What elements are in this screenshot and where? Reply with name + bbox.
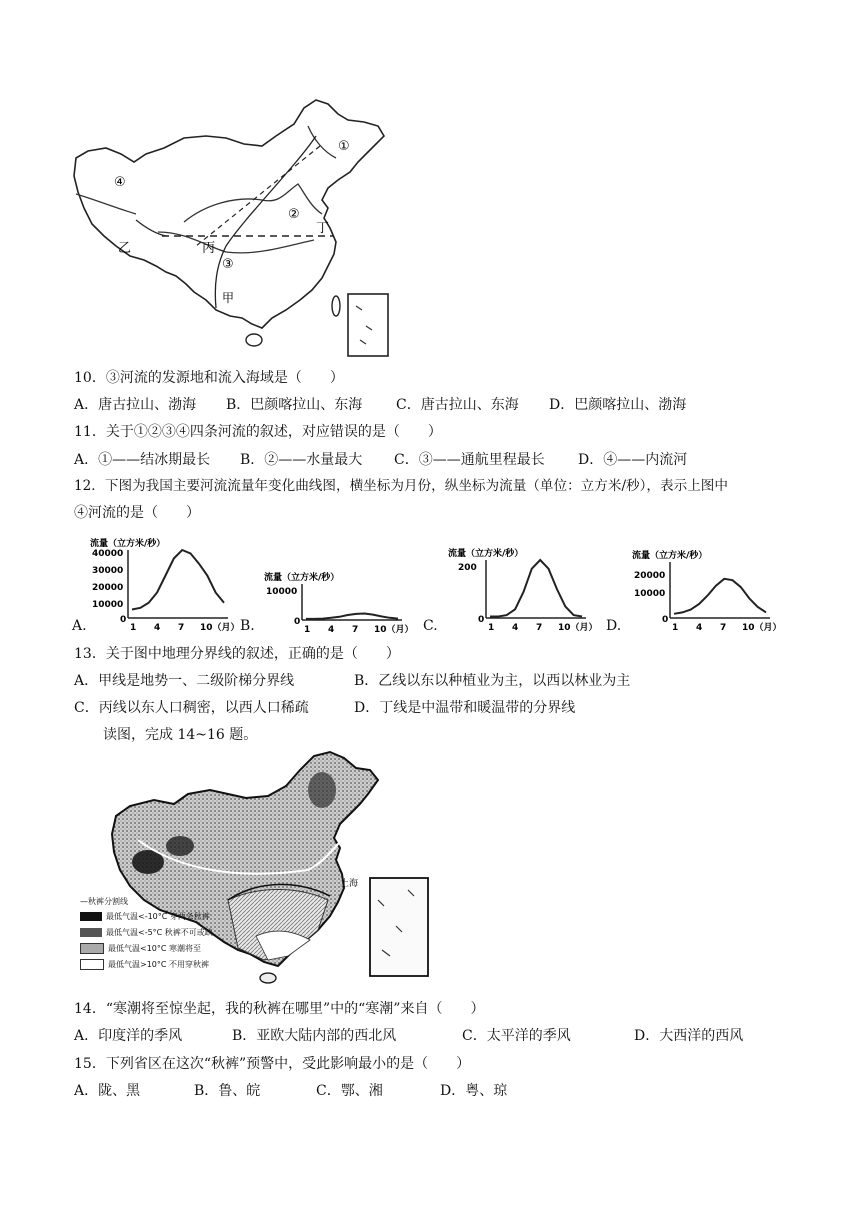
svg-text:甲: 甲 [222,291,235,305]
q15-option-c[interactable]: C．鄂、湘 [316,1083,383,1099]
legend-swatch-1 [80,912,102,921]
svg-text:④: ④ [114,175,126,190]
q13-option-a[interactable]: A．甲线是地势一、二级阶梯分界线 [74,673,295,689]
q10-option-a[interactable]: A．唐古拉山、渤海 [74,397,197,413]
chart-d-xtick-0: 1 [672,623,679,632]
chart-c-xtick-0: 1 [488,623,495,632]
svg-text:丁: 丁 [316,221,330,236]
svg-text:乙: 乙 [118,241,132,256]
line-bing [196,146,320,246]
chart-b-xtick-1: 4 [328,625,335,634]
south-china-sea-inset [370,878,428,976]
svg-text:③: ③ [222,257,234,272]
question-10-options [74,395,854,415]
chart-c-tick-0: 200 [458,563,477,573]
chart-d-tick-2: 0 [662,615,669,625]
chart-b-ylabel: 流量（立方米/秒） [264,573,340,583]
china-rivers-map [66,96,396,360]
flow-chart-b [262,570,412,638]
legend-swatch-2 [80,928,102,937]
svg-text:②: ② [288,207,300,222]
flow-chart-c [446,546,596,636]
cold-wave-map [78,750,438,988]
q12-option-d[interactable]: D. [606,618,622,634]
river-3 [158,232,314,253]
question-15-stem: 15．下列省区在这次“秋裤”预警中，受此影响最小的是（ ） [74,1056,471,1072]
q11-option-c[interactable]: C．③——通航里程最长 [394,452,545,468]
chart-c-xtick-2: 7 [536,623,543,632]
chart-b-tick-1: 0 [294,617,301,627]
chart-d-tick-1: 10000 [634,589,666,599]
svg-text:①: ① [338,139,350,154]
legend-swatch-3 [80,943,104,954]
chart-a-xtick-0: 1 [130,623,137,632]
chart-a-tick-3: 10000 [92,600,124,610]
q10-option-b[interactable]: B．巴颜喀拉山、东海 [226,397,363,413]
section-intro: 读图，完成 14~16 题。 [103,727,258,743]
q14-option-b[interactable]: B．亚欧大陆内部的西北风 [232,1028,397,1044]
question-12-stem-line1: 12．下图为我国主要河流流量年变化曲线图，横坐标为月份，纵坐标为流量（单位：立方米/秒），表示上图中 [74,478,728,494]
q10-option-d[interactable]: D．巴颜喀拉山、渤海 [549,397,687,413]
chart-a-tick-4: 0 [120,615,127,625]
chart-c-ylabel: 流量（立方米/秒） [448,549,524,559]
svg-text:丙: 丙 [202,241,216,256]
q13-option-c[interactable]: C．丙线以东人口稠密，以西人口稀疏 [74,700,309,716]
chart-d-series-line [674,579,766,614]
question-14-options [74,1026,854,1046]
question-13-stem: 13．关于图中地理分界线的叙述，正确的是（ ） [74,646,400,662]
question-15-options [74,1081,854,1101]
chart-a-xtick-2: 7 [178,623,185,632]
legend-swatch-4 [80,959,104,970]
chart-a-series-line [132,550,224,610]
q13-option-b[interactable]: B．乙线以东以种植业为主，以西以林业为主 [354,673,631,689]
chart-b-tick-0: 10000 [266,587,298,597]
q14-option-a[interactable]: A．印度洋的季风 [74,1028,183,1044]
q11-option-a[interactable]: A．①——结冰期最长 [74,452,211,468]
chart-d-tick-0: 20000 [634,571,666,581]
chart-b-xtick-0: 1 [304,625,311,634]
shanghai-label: 上海 [340,879,359,889]
line-jia [215,136,316,308]
flow-chart-a [88,536,238,636]
q10-option-c[interactable]: C．唐古拉山、东海 [396,397,519,413]
chart-b-xtick-2: 7 [352,625,359,634]
chart-b-series-line [306,614,398,619]
chart-d-xtick-2: 7 [720,623,727,632]
q11-option-b[interactable]: B．②——水量最大 [240,452,363,468]
q14-option-c[interactable]: C．太平洋的季风 [462,1028,571,1044]
question-10-stem: 10．③河流的发源地和流入海域是（ ） [74,370,344,386]
chart-a-xtick-3: 10（月） [200,623,238,632]
chart-a-tick-2: 20000 [92,583,124,593]
q14-option-d[interactable]: D．大西洋的西风 [634,1028,744,1044]
legend-item-3: 最低气温<10°C 寒潮将至 [108,943,202,953]
q15-option-a[interactable]: A．陇、黑 [74,1083,141,1099]
chart-d-xtick-1: 4 [696,623,703,632]
line-yi [136,220,166,236]
chart-b-xtick-3: 10（月） [374,625,412,634]
question-12-stem-line2: ④河流的是（ ） [74,505,200,521]
question-13-options-row2 [74,698,854,718]
chart-a-ylabel: 流量（立方米/秒） [90,539,166,549]
q15-option-d[interactable]: D．粤、琼 [440,1083,508,1099]
south-china-sea-inset [348,294,388,356]
legend-split-line: —秋裤分割线 [80,897,128,906]
question-11-options [74,450,854,470]
chart-d-ylabel: 流量（立方米/秒） [632,551,708,561]
q12-option-b[interactable]: B. [240,618,255,634]
chart-d-xtick-3: 10（月） [742,623,780,632]
q13-option-d[interactable]: D．丁线是中温带和暖温带的分界线 [354,700,576,716]
legend-item-4: 最低气温>10°C 不用穿秋裤 [108,959,210,969]
river-2 [184,184,322,222]
question-13-options-row1 [74,671,854,691]
q11-option-d[interactable]: D．④——内流河 [578,452,688,468]
q15-option-b[interactable]: B．鲁、皖 [194,1083,261,1099]
question-14-stem: 14．“寒潮将至惊坐起，我的秋裤在哪里”中的“寒潮”来自（ ） [74,1001,485,1017]
legend-item-2: 最低气温<-5°C 秋裤不可或缺 [106,927,213,937]
q12-option-c[interactable]: C. [423,618,438,634]
chart-a-tick-1: 30000 [92,566,124,576]
q12-option-a[interactable]: A. [72,618,87,634]
legend-item-1: 最低气温<-10°C 穿两条秋裤 [106,911,210,921]
chart-a-xtick-1: 4 [154,623,161,632]
chart-a-tick-0: 40000 [92,549,124,559]
chart-c-xtick-3: 10（月） [558,623,596,632]
chart-c-series-line [490,560,582,617]
question-11-stem: 11．关于①②③④四条河流的叙述，对应错误的是（ ） [74,424,442,440]
map-legend [80,896,230,972]
chart-c-xtick-1: 4 [512,623,519,632]
flow-chart-d [630,548,780,636]
chart-c-tick-1: 0 [478,615,485,625]
